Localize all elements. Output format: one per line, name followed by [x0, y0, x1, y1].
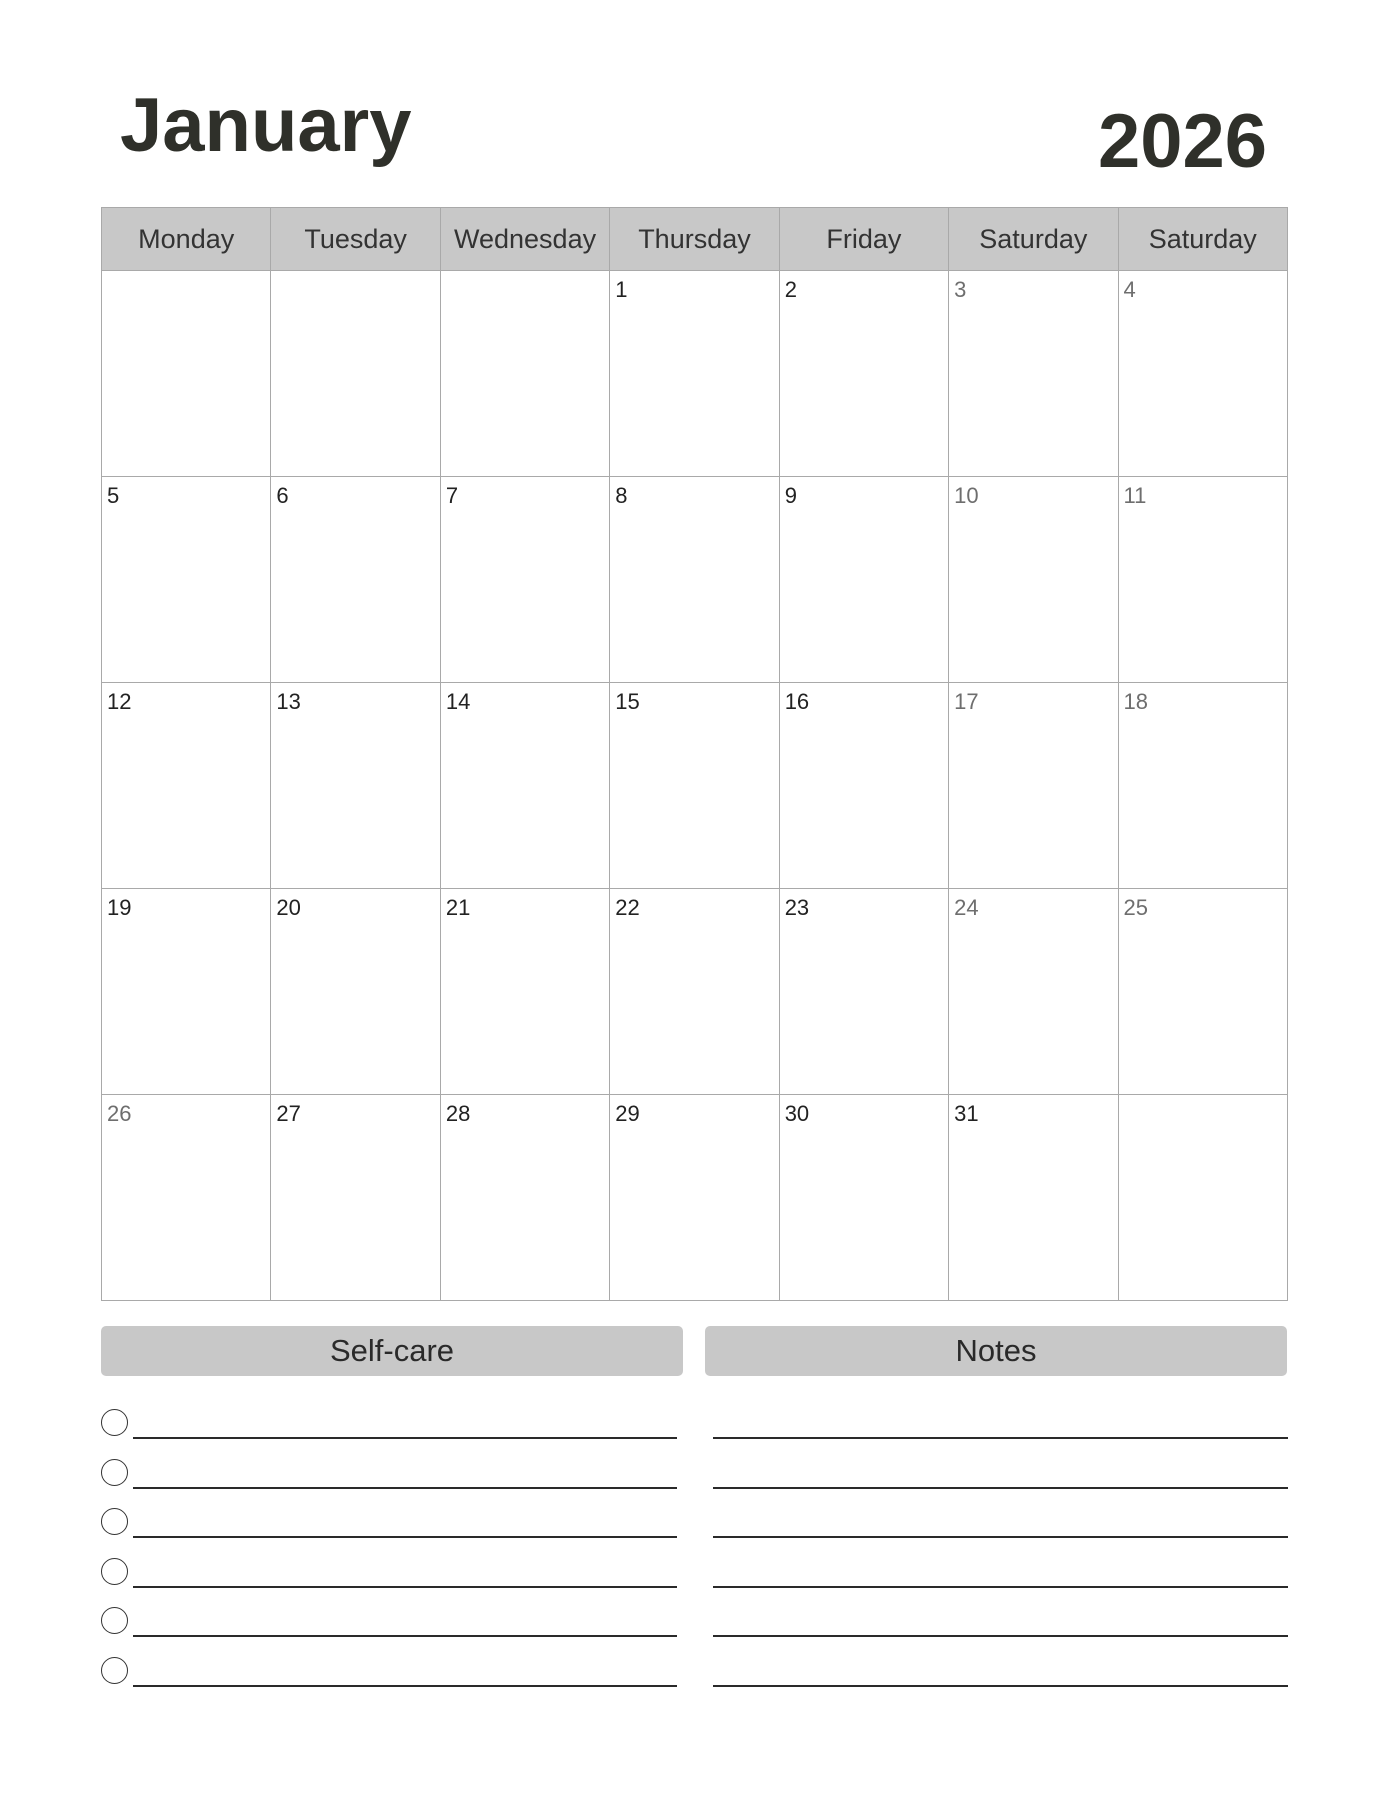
selfcare-item [101, 1653, 677, 1703]
selfcare-write-line[interactable] [133, 1586, 677, 1588]
day-cell[interactable] [1118, 683, 1287, 889]
weekday-header: Saturday [1118, 208, 1287, 271]
day-cell[interactable] [271, 683, 440, 889]
day-cell[interactable] [779, 683, 948, 889]
day-number: 24 [954, 895, 979, 920]
day-number [1119, 1095, 1287, 1101]
notes-write-line[interactable] [713, 1586, 1288, 1588]
selfcare-item [101, 1603, 677, 1653]
day-cell[interactable] [271, 1095, 440, 1301]
day-number: 23 [784, 895, 810, 920]
selfcare-item [101, 1405, 677, 1455]
day-number: 2 [784, 277, 797, 302]
day-number: 17 [954, 689, 979, 714]
checkbox-circle-icon[interactable] [101, 1508, 128, 1535]
day-cell[interactable] [949, 683, 1118, 889]
day-number: 3 [954, 277, 967, 302]
day-cell[interactable] [949, 889, 1118, 1095]
day-cell[interactable] [440, 1095, 609, 1301]
day-number: 18 [1123, 689, 1149, 714]
weekday-header: Monday [102, 208, 271, 271]
day-number: 31 [954, 1101, 979, 1126]
day-number: 30 [784, 1101, 810, 1126]
selfcare-list [101, 1405, 677, 1702]
day-number: 6 [276, 483, 289, 508]
day-cell[interactable] [610, 683, 779, 889]
day-number: 28 [445, 1101, 471, 1126]
weekday-header: Tuesday [271, 208, 440, 271]
day-cell[interactable] [271, 477, 440, 683]
weekday-header: Friday [779, 208, 948, 271]
notes-item [713, 1405, 1288, 1455]
day-number: 21 [445, 895, 471, 920]
day-number: 26 [107, 1101, 132, 1126]
day-cell[interactable] [102, 477, 271, 683]
selfcare-write-line[interactable] [133, 1685, 677, 1687]
week-row [102, 477, 1288, 683]
day-number [102, 271, 270, 277]
day-cell[interactable] [949, 271, 1118, 477]
day-cell[interactable] [779, 1095, 948, 1301]
day-number: 7 [445, 483, 459, 508]
notes-item [713, 1603, 1288, 1653]
day-cell[interactable] [271, 889, 440, 1095]
selfcare-write-line[interactable] [133, 1536, 677, 1538]
day-number: 19 [107, 895, 132, 920]
notes-write-line[interactable] [713, 1487, 1288, 1489]
day-number: 5 [107, 483, 120, 508]
day-cell[interactable] [610, 889, 779, 1095]
day-number [271, 271, 439, 277]
day-cell[interactable] [949, 1095, 1118, 1301]
day-cell[interactable] [102, 683, 271, 889]
checkbox-circle-icon[interactable] [101, 1558, 128, 1585]
notes-item [713, 1554, 1288, 1604]
day-number: 10 [954, 483, 979, 508]
notes-write-line[interactable] [713, 1685, 1288, 1687]
day-number [441, 271, 609, 277]
notes-item [713, 1455, 1288, 1505]
day-cell[interactable] [610, 1095, 779, 1301]
checkbox-circle-icon[interactable] [101, 1459, 128, 1486]
day-number: 11 [1123, 483, 1147, 508]
checkbox-circle-icon[interactable] [101, 1409, 128, 1436]
day-cell[interactable] [102, 889, 271, 1095]
day-cell[interactable] [1118, 271, 1287, 477]
selfcare-write-line[interactable] [133, 1487, 677, 1489]
week-row [102, 271, 1288, 477]
selfcare-item [101, 1455, 677, 1505]
day-number: 22 [615, 895, 640, 920]
selfcare-header: Self-care [101, 1326, 683, 1376]
day-number: 1 [615, 277, 628, 302]
notes-write-line[interactable] [713, 1437, 1288, 1439]
notes-header: Notes [705, 1326, 1287, 1376]
notes-list [713, 1405, 1288, 1702]
day-number: 14 [445, 689, 471, 714]
day-cell[interactable] [610, 477, 779, 683]
day-cell[interactable] [1118, 477, 1287, 683]
day-cell[interactable] [779, 477, 948, 683]
week-row [102, 1095, 1288, 1301]
day-number: 27 [276, 1101, 301, 1126]
checkbox-circle-icon[interactable] [101, 1657, 128, 1684]
day-number: 25 [1123, 895, 1149, 920]
day-cell[interactable] [440, 271, 609, 477]
notes-write-line[interactable] [713, 1635, 1288, 1637]
day-number: 4 [1123, 277, 1136, 302]
day-number: 8 [615, 483, 628, 508]
year-title: 2026 [1098, 99, 1268, 184]
day-cell[interactable] [610, 271, 779, 477]
day-cell[interactable] [440, 889, 609, 1095]
day-cell[interactable] [1118, 889, 1287, 1095]
day-cell[interactable] [102, 1095, 271, 1301]
day-cell[interactable] [102, 271, 271, 477]
day-cell[interactable] [1118, 1095, 1287, 1301]
checkbox-circle-icon[interactable] [101, 1607, 128, 1634]
day-number: 13 [276, 689, 301, 714]
notes-item [713, 1653, 1288, 1703]
day-number: 9 [784, 483, 797, 508]
day-number: 20 [276, 895, 301, 920]
day-number: 29 [615, 1101, 640, 1126]
selfcare-write-line[interactable] [133, 1635, 677, 1637]
notes-item [713, 1504, 1288, 1554]
weekday-header: Wednesday [440, 208, 609, 271]
month-title: January [120, 83, 412, 168]
selfcare-item [101, 1504, 677, 1554]
day-number: 16 [784, 689, 810, 714]
selfcare-write-line[interactable] [133, 1437, 677, 1439]
notes-write-line[interactable] [713, 1536, 1288, 1538]
day-cell[interactable] [779, 271, 948, 477]
weekday-header: Saturday [949, 208, 1118, 271]
selfcare-item [101, 1554, 677, 1604]
day-cell[interactable] [271, 271, 440, 477]
weekday-header-row [102, 208, 1288, 271]
day-cell[interactable] [779, 889, 948, 1095]
day-number: 15 [615, 689, 640, 714]
day-cell[interactable] [949, 477, 1118, 683]
calendar-grid [101, 207, 1288, 1301]
weekday-header: Thursday [610, 208, 779, 271]
week-row [102, 889, 1288, 1095]
day-cell[interactable] [440, 477, 609, 683]
day-number: 12 [107, 689, 132, 714]
week-row [102, 683, 1288, 889]
day-cell[interactable] [440, 683, 609, 889]
